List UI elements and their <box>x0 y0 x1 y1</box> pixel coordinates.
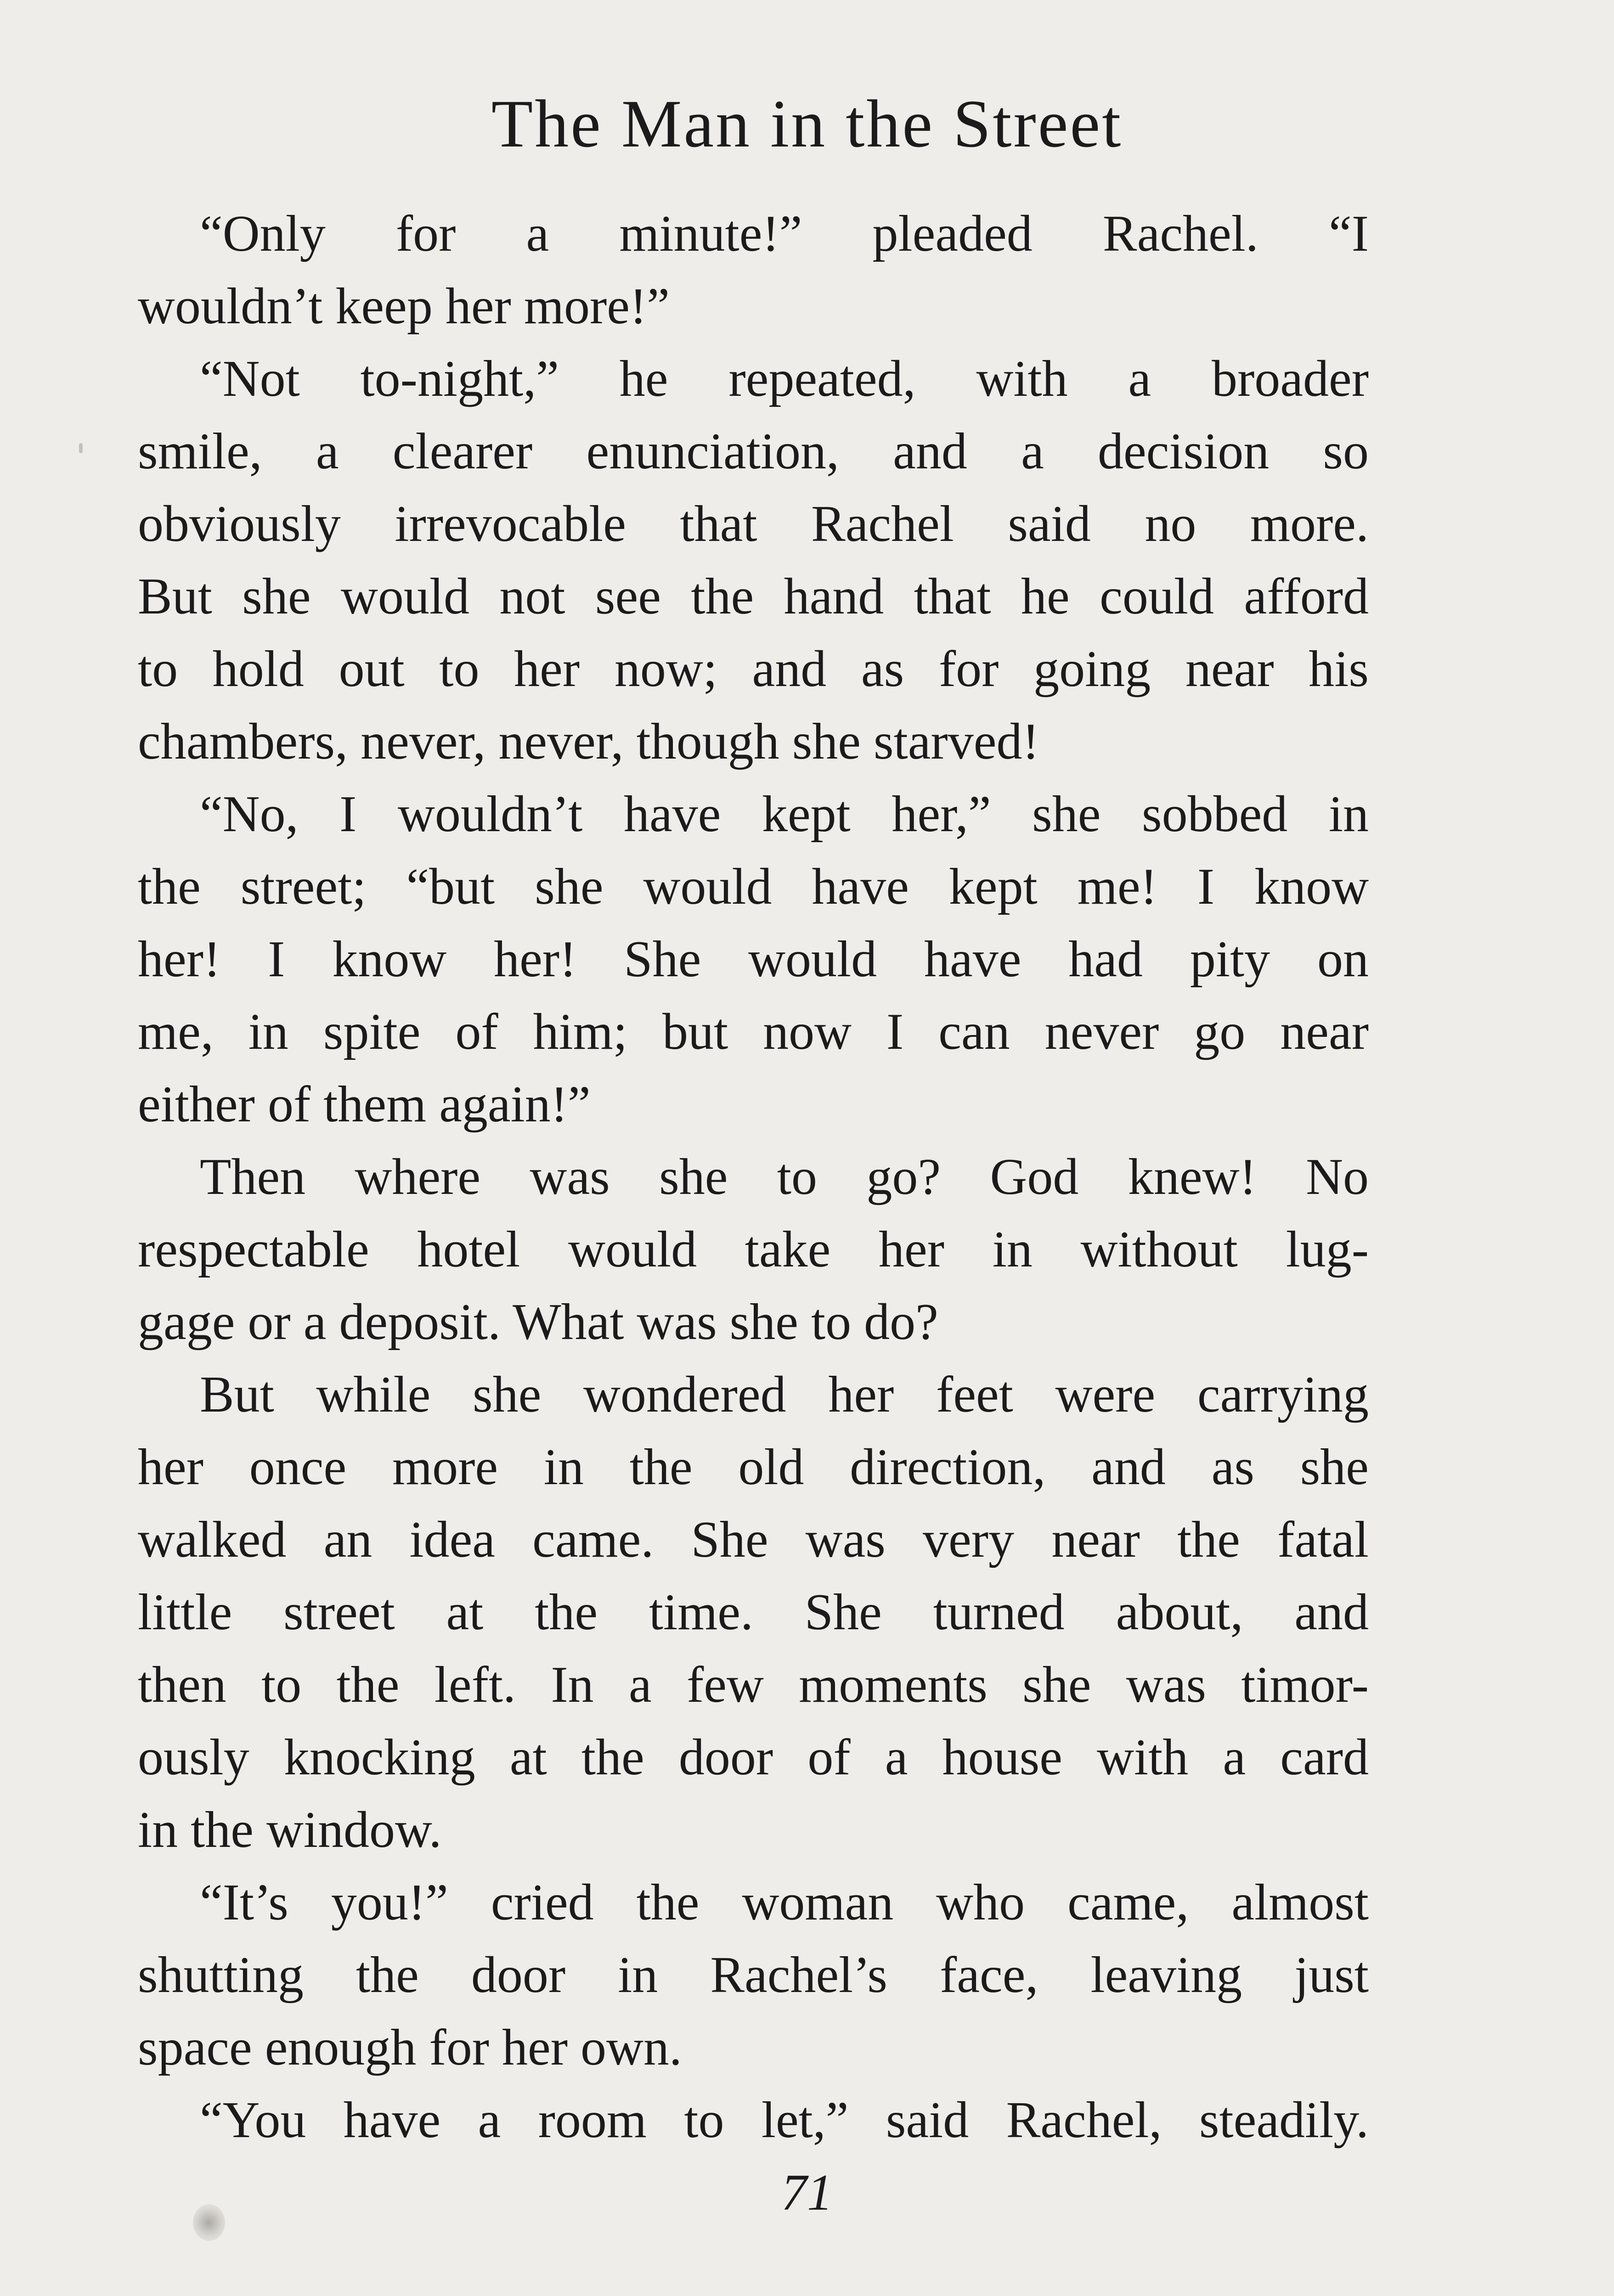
text-line: “You have a room to let,” said Rachel, steadily. <box>200 2092 1369 2149</box>
text-line: to hold out to her now; and as for going near his <box>138 641 1369 698</box>
text-line: gage or a deposit. What was she to do? <box>138 1294 938 1351</box>
text-line: “No, I wouldn’t have kept her,” she sobbed in <box>200 786 1369 843</box>
text-line: respectable hotel would take her in without lug- <box>138 1221 1369 1278</box>
text-line: “Only for a minute!” pleaded Rachel. “I <box>200 205 1369 262</box>
text-line: the street; “but she would have kept me! I know <box>138 858 1369 915</box>
text-line: obviously irrevocable that Rachel said no more. <box>138 495 1369 552</box>
text-line: shutting the door in Rachel’s face, leaving just <box>138 1947 1369 2003</box>
page-number: 71 <box>781 2164 833 2221</box>
body-text <box>138 197 1369 2156</box>
text-line: little street at the time. She turned about, and <box>138 1584 1369 1641</box>
text-line: in the window. <box>138 1801 442 1858</box>
text-line: “It’s you!” cried the woman who came, almost <box>200 1874 1369 1931</box>
text-line: space enough for her own. <box>138 2019 682 2076</box>
text-line: her! I know her! She would have had pity on <box>138 931 1369 988</box>
text-line: “Not to-night,” he repeated, with a broader <box>200 350 1369 407</box>
text-line: But while she wondered her feet were carrying <box>200 1366 1369 1423</box>
text-line: ously knocking at the door of a house with a card <box>138 1729 1369 1786</box>
ink-smudge-mark <box>79 443 83 453</box>
running-head: The Man in the Street <box>491 86 1123 162</box>
ink-smudge-spot <box>193 2204 225 2241</box>
text-line: smile, a clearer enunciation, and a decision so <box>138 423 1369 480</box>
text-line: wouldn’t keep her more!” <box>138 278 670 335</box>
text-line: me, in spite of him; but now I can never go near <box>138 1003 1369 1060</box>
text-line: walked an idea came. She was very near the fatal <box>138 1511 1369 1568</box>
text-line: her once more in the old direction, and as she <box>138 1439 1369 1496</box>
text-line: Then where was she to go? God knew! No <box>200 1148 1369 1205</box>
text-line: chambers, never, never, though she starved! <box>138 713 1039 770</box>
text-line: either of them again!” <box>138 1076 591 1133</box>
text-line: then to the left. In a few moments she was timor- <box>138 1656 1369 1713</box>
text-line: But she would not see the hand that he could afford <box>138 568 1369 625</box>
